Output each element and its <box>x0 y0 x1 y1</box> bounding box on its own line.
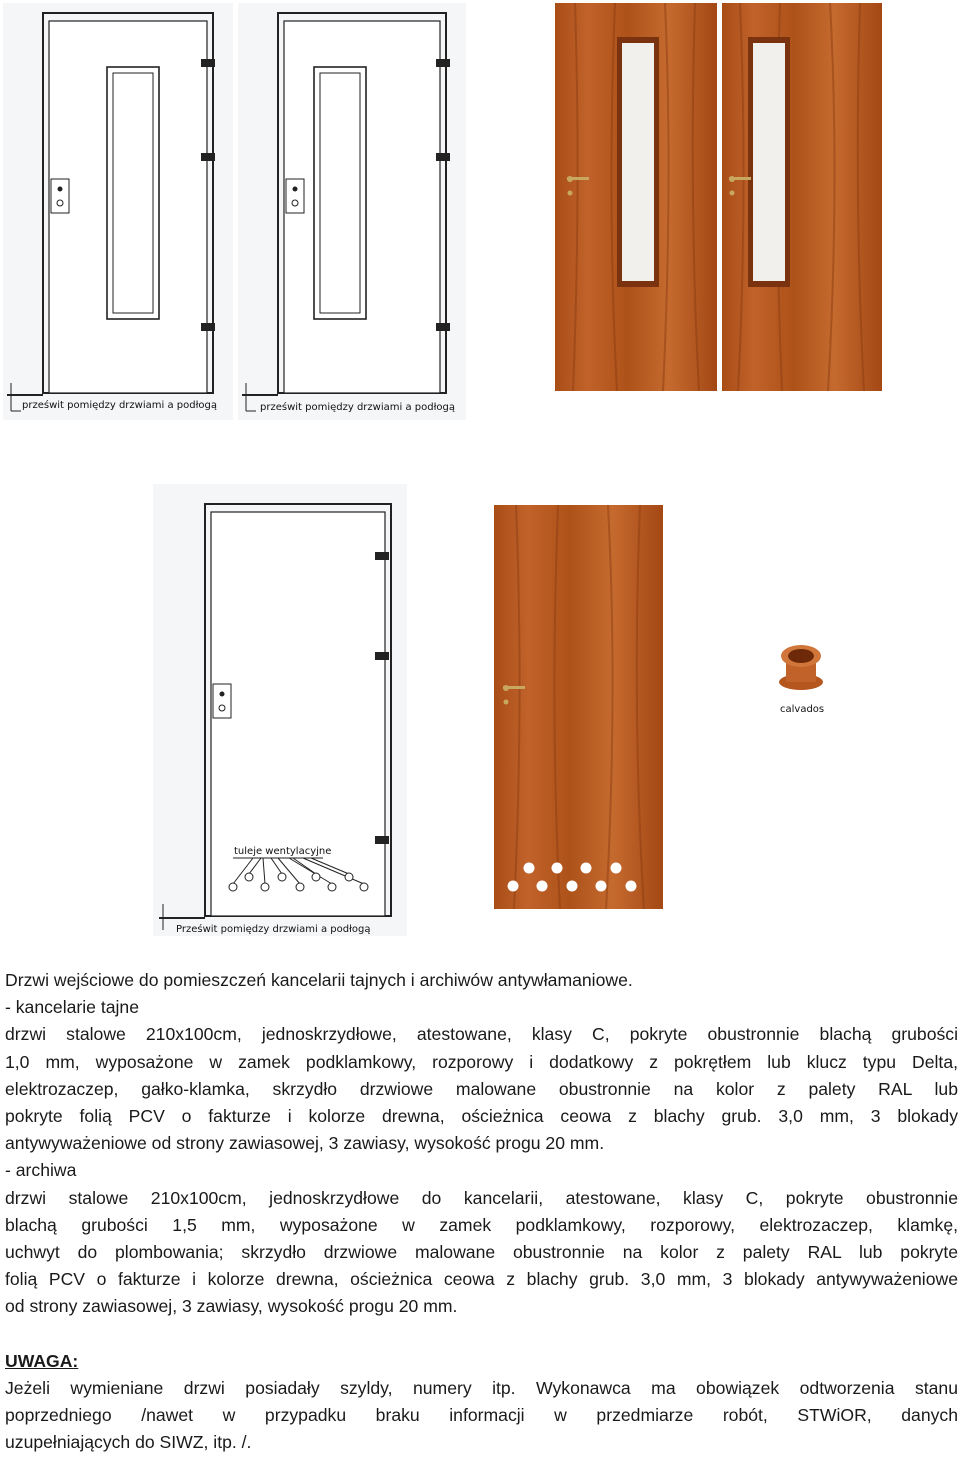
door-drawing-1 <box>3 3 233 420</box>
section2-line: od strony zawiasowej, 3 zawiasy, wysokość progu 20 mm. <box>5 1296 458 1317</box>
description-text <box>5 967 958 1456</box>
section2-line: drzwi stalowe 210x100cm, jednoskrzydłowe do kancelarii, atestowane, klasy C, pokryte obustronnie <box>5 1187 958 1208</box>
section1-line: drzwi stalowe 210x100cm, jednoskrzydłowe, atestowane, klasy C, pokryte obustronnie blachą grubości <box>5 1024 958 1045</box>
section2-line: uchwyt do plombowania; skrzydło drzwiowe malowane obustronnie na kolor z palety RAL lub pokryte <box>5 1242 958 1263</box>
spacer <box>5 1321 958 1348</box>
uwaga-title: UWAGA: <box>5 1350 79 1371</box>
door-photo-2 <box>722 3 882 391</box>
door-photo-1 <box>555 3 717 391</box>
vent-sleeve-icon <box>774 642 828 694</box>
gap-caption-1: prześwit pomiędzy drzwiami a podłogą <box>22 400 218 411</box>
section1-line: antywyważeniowe od strony zawiasowej, 3 zawiasy, wysokość progu 20 mm. <box>5 1133 605 1154</box>
heading: Drzwi wejściowe do pomieszczeń kancelarii tajnych i archiwów antywłamaniowe. <box>5 970 633 990</box>
section1-line: pokryte folią PCV o fakturze i kolorze drewna, ościeżnica ceowa z blachy grub. 3,0 mm, 3 blokady <box>5 1106 958 1127</box>
door-drawing-3 <box>153 484 407 936</box>
uwaga-line: uzupełniających do SIWZ, itp. /. <box>5 1432 252 1453</box>
uwaga-line: Jeżeli wymieniane drzwi posiadały szyldy, numery itp. Wykonawca ma obowiązek odtworzenia stanu <box>5 1377 958 1398</box>
section1-title: - kancelarie tajne <box>5 997 139 1018</box>
section2-line: blachą grubości 1,5 mm, wyposażone w zamek podklamkowy, rozporowy, elektrozaczep, klamkę, <box>5 1214 958 1235</box>
section2-title: - archiwa <box>5 1160 77 1181</box>
door-drawing-2 <box>238 3 466 420</box>
door-photo-3 <box>494 505 663 909</box>
section1-line: 1,0 mm, wyposażone w zamek podklamkowy, rozporowy i dodatkowy z pokrętłem lub klucz typu Delta, <box>5 1051 958 1072</box>
gap-caption-2: prześwit pomiędzy drzwiami a podłogą <box>260 402 456 413</box>
vent-caption: tuleje wentylacyjne <box>234 846 332 857</box>
gap-caption-3: Prześwit pomiędzy drzwiami a podłogą <box>176 924 371 935</box>
vent-sample-label: calvados <box>780 704 825 715</box>
section2-line: folią PCV o fakturze i kolorze drewna, ościeżnica ceowa z blachy grub. 3,0 mm, 3 blokady antywyważeniowe <box>5 1269 958 1290</box>
uwaga-line: poprzedniego /nawet w przypadku braku informacji w przedmiarze robót, STWiOR, danych <box>5 1405 958 1426</box>
section1-line: elektrozaczep, gałko-klamka, skrzydło drzwiowe malowane obustronnie na kolor z palety RAL lub <box>5 1078 958 1099</box>
